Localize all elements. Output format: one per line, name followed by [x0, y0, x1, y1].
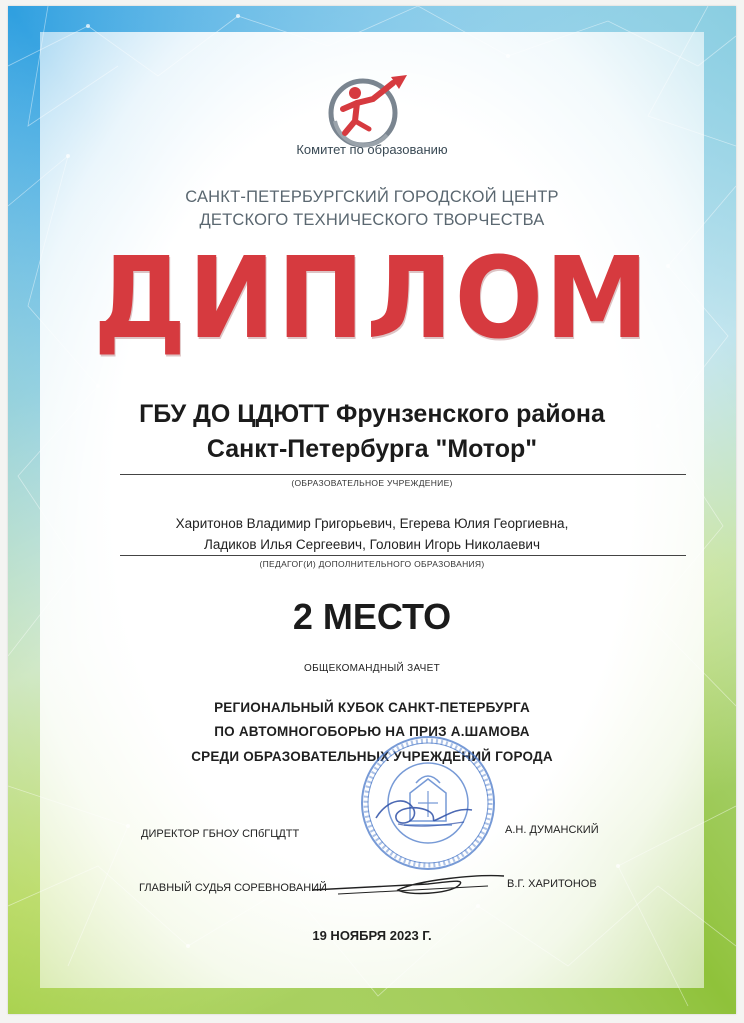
teachers-underline [120, 555, 686, 556]
event-line1: РЕГИОНАЛЬНЫЙ КУБОК САНКТ-ПЕТЕРБУРГА [214, 700, 530, 715]
judge-signature [308, 864, 508, 902]
director-name: А.Н. ДУМАНСКИЙ [505, 824, 599, 836]
organization-line1: ГБУ ДО ЦДЮТТ Фрунзенского района [139, 400, 605, 428]
organization-underline [120, 474, 686, 475]
committee-label: Комитет по образованию [296, 142, 448, 157]
diploma-title: ДИПЛОМ [93, 232, 651, 364]
event-line3: СРЕДИ ОБРАЗОВАТЕЛЬНЫХ УЧРЕЖДЕНИЙ ГОРОДА [191, 749, 553, 764]
director-label: ДИРЕКТОР ГБНОУ СПбГЦДТТ [141, 828, 300, 840]
award-category: ОБЩЕКОМАНДНЫЙ ЗАЧЕТ [304, 663, 440, 674]
organization-line2: Санкт-Петербурга "Мотор" [206, 435, 538, 463]
issue-date: 19 НОЯБРЯ 2023 Г. [312, 928, 432, 943]
teachers-line2: Ладиков Илья Сергеевич, Головин Игорь Николаевич [203, 537, 540, 552]
director-signature [368, 788, 478, 838]
center-name-line1: САНКТ-ПЕТЕРБУРГСКИЙ ГОРОДСКОЙ ЦЕНТР [185, 188, 559, 206]
teachers-line1: Харитонов Владимир Григорьевич, Егерева Юлия Георгиевна, [175, 516, 569, 531]
center-name-line2: ДЕТСКОГО ТЕХНИЧЕСКОГО ТВОРЧЕСТВА [199, 211, 545, 229]
judge-name: В.Г. ХАРИТОНОВ [507, 878, 597, 890]
diploma-sheet [8, 6, 736, 1014]
organization-caption: (ОБРАЗОВАТЕЛЬНОЕ УЧРЕЖДЕНИЕ) [291, 478, 453, 488]
judge-label: ГЛАВНЫЙ СУДЬЯ СОРЕВНОВАНИЙ [139, 882, 327, 894]
teachers-caption: (ПЕДАГОГ(И) ДОПОЛНИТЕЛЬНОГО ОБРАЗОВАНИЯ) [259, 559, 485, 569]
award-place: 2 МЕСТО [292, 596, 452, 637]
event-line2: ПО АВТОМНОГОБОРЬЮ НА ПРИЗ А.ШАМОВА [214, 724, 530, 739]
